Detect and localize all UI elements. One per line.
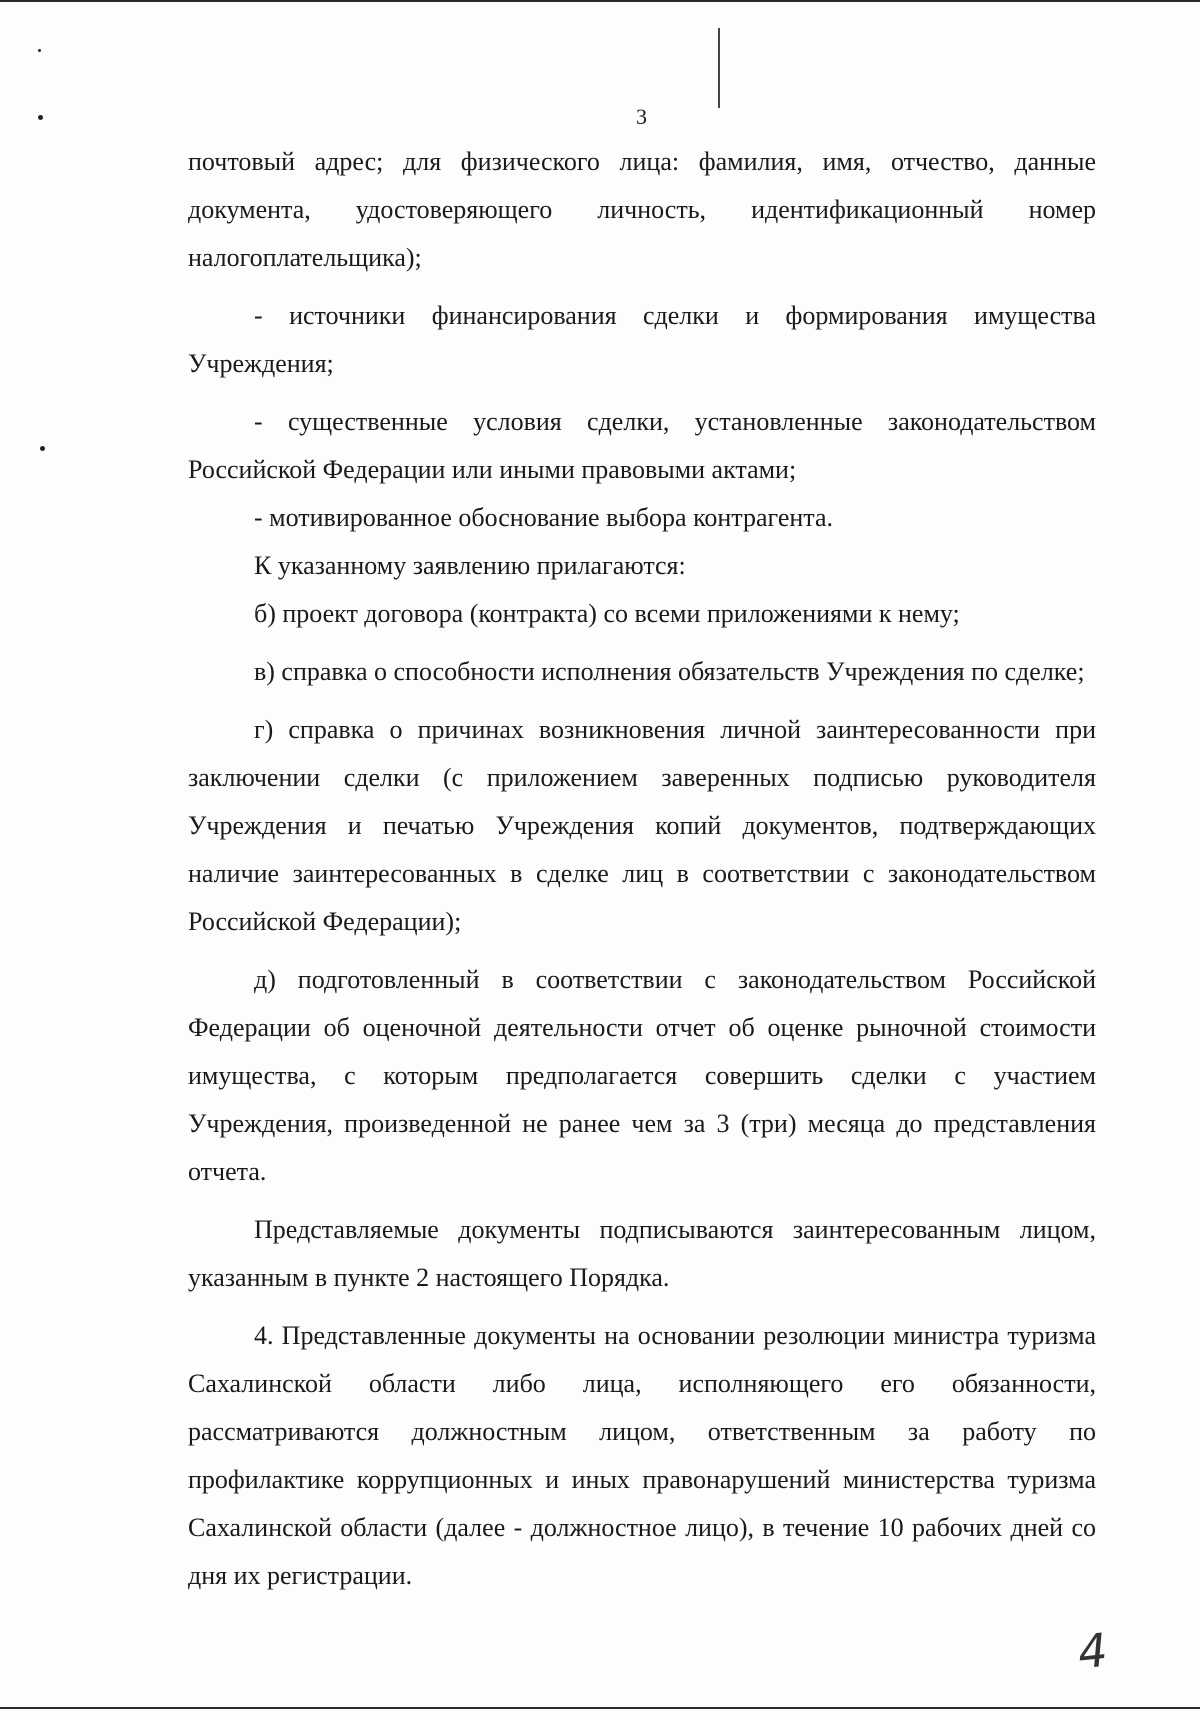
scan-speck — [38, 49, 41, 52]
paragraph: 4. Представленные документы на основании резолюции министра туризма Сахалинской области либо лица, исполняющего его обязанности, рассматриваются должностным лицом, ответственным за работу по профилактике коррупционных и иных правонарушений министерства туризма Сахалинской области (далее - должностное лицо), в течение 10 рабочих дней со дня их регистрации. — [188, 1321, 1096, 1590]
scan-speck — [40, 446, 45, 451]
paragraph: почтовый адрес; для физического лица: фамилия, имя, отчество, данные документа, удостоверяющего личность, идентификационный номер налогоплательщика); — [188, 147, 1096, 272]
paragraph: - мотивированное обоснование выбора контрагента. — [254, 503, 834, 532]
page-number: 3 — [636, 104, 647, 129]
scan-speck — [38, 115, 43, 120]
paragraph: Представляемые документы подписываются заинтересованным лицом, указанным в пункте 2 настоящего Порядка. — [188, 1215, 1096, 1292]
paragraph: д) подготовленный в соответствии с законодательством Российской Федерации об оценочной деятельности отчет об оценке рыночной стоимости имущества, с которым предполагается совершить сделки с участием Учреждения, произведенной не ранее чем за 3 (три) месяца до представления отчета. — [188, 965, 1096, 1186]
paragraph: - источники финансирования сделки и формирования имущества Учреждения; — [188, 301, 1096, 378]
paragraph: в) справка о способности исполнения обязательств Учреждения по сделке; — [254, 657, 1085, 686]
document-body — [188, 138, 1096, 1600]
paragraph: - существенные условия сделки, установленные законодательством Российской Федерации или иными правовыми актами; — [188, 407, 1096, 484]
scan-artifact-line — [718, 28, 720, 108]
scan-top-edge — [0, 0, 1200, 2]
handwritten-page-mark: 4 — [1075, 1622, 1111, 1680]
paragraph: г) справка о причинах возникновения личной заинтересованности при заключении сделки (с приложением заверенных подписью руководителя Учреждения и печатью Учреждения копий документов, подтверждающих наличие заинтересованных в сделке лиц в соответствии с законодательством Российской Федерации); — [188, 715, 1096, 936]
paragraph: б) проект договора (контракта) со всеми приложениями к нему; — [254, 599, 960, 628]
paragraph: К указанному заявлению прилагаются: — [254, 551, 686, 580]
scan-bottom-edge — [0, 1707, 1200, 1709]
